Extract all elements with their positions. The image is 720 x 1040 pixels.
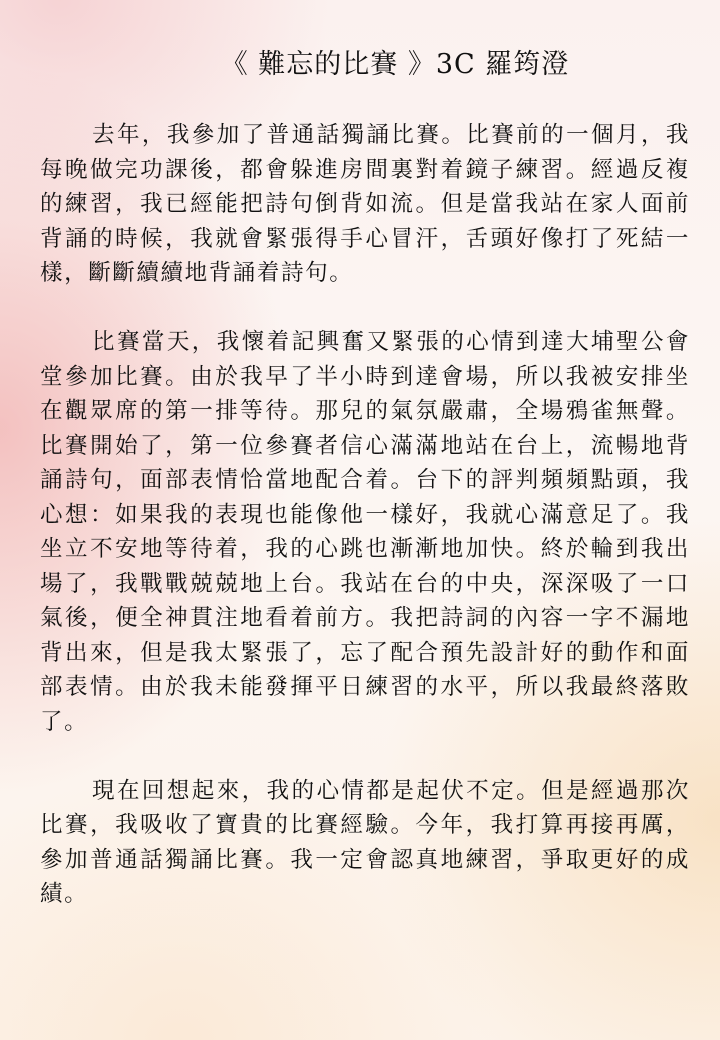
essay-title: 《 難忘的比賽 》3C 羅筠澄 [220,49,570,80]
essay-body [40,118,690,946]
paragraph-2: 比賽當天，我懷着記興奮又緊張的心情到達大埔聖公會堂參加比賽。由於我早了半小時到達會場，所以我被安排坐在觀眾席的第一排等待。那兒的氣氛嚴肅，全場鴉雀無聲。比賽開始了，第一位參賽者信心滿滿地站在台上，流暢地背誦詩句，面部表情恰當地配合着。台下的評判頻頻點頭，我心想：如果我的表現也能像他一樣好，我就心滿意足了。我坐立不安地等待着，我的心跳也漸漸地加快。終於輪到我出場了，我戰戰兢兢地上台。我站在台的中央，深深吸了一口氣後，便全神貫注地看着前方。我把詩詞的內容一字不漏地背出來，但是我太緊張了，忘了配合預先設計好的動作和面部表情。由於我未能發揮平日練習的水平，所以我最終落敗了。 [40,329,690,735]
paragraph-3: 現在回想起來，我的心情都是起伏不定。但是經過那次比賽，我吸收了寶貴的比賽經驗。今年，我打算再接再厲，參加普通話獨誦比賽。我一定會認真地練習，爭取更好的成績。 [40,777,690,907]
paragraph-1: 去年，我參加了普通話獨誦比賽。比賽前的一個月，我每晚做完功課後，都會躲進房間裏對着鏡子練習。經過反複的練習，我已經能把詩句倒背如流。但是當我站在家人面前背誦的時候，我就會緊張得手心冒汗，舌頭好像打了死結一樣，斷斷續續地背誦着詩句。 [40,122,690,286]
